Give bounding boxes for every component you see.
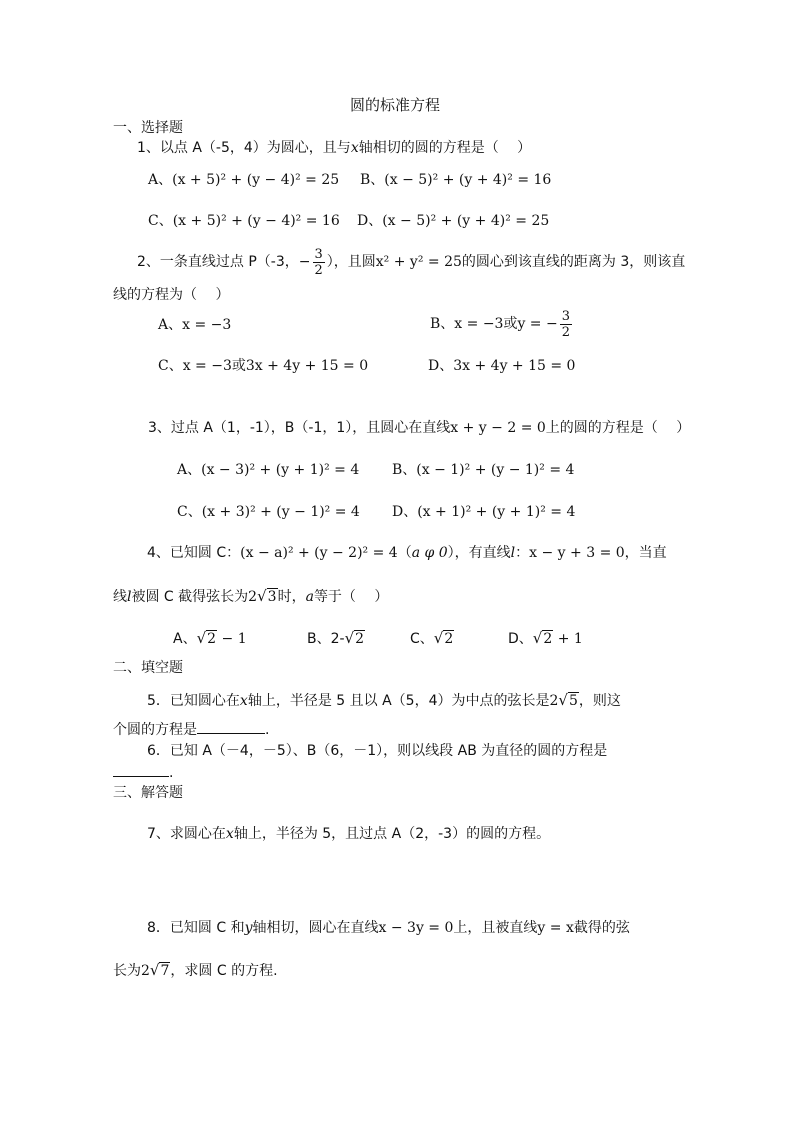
question-2-option-c[interactable]: C、x = −3或3x + 4y + 15 = 0 — [158, 358, 369, 374]
question-4-stem-line2: 线l被圆 C 截得弦长为2√3时，a等于（ ） — [113, 587, 389, 605]
question-1-stem: 1、以点 A（-5，4）为圆心，且与x轴相切的圆的方程是（ ） — [137, 140, 532, 156]
answer-blank-5[interactable] — [197, 719, 265, 734]
question-8-stem: 8．已知圆 C 和y轴相切，圆心在直线x − 3y = 0上，且被直线y = x截得的弦 — [147, 920, 630, 936]
question-6-stem: 6．已知 A（－4，－5）、B（6，－1），则以线段 AB 为直径的圆的方程是 — [147, 743, 608, 759]
question-3-option-d[interactable]: D、(x + 1)² + (y + 1)² = 4 — [392, 504, 576, 520]
question-4-option-d[interactable]: D、√2 + 1 — [508, 629, 583, 647]
question-1-option-b[interactable]: B、(x − 5)² + (y + 4)² = 16 — [360, 172, 552, 188]
question-3-stem: 3、过点 A（1，-1），B（-1，1），且圆心在直线x + y − 2 = 0上的圆的方程是（ ） — [148, 420, 691, 436]
question-2-option-b[interactable]: B、x = −3或y = − $\frac{3}{2}$ — [430, 308, 571, 340]
section-heading-fill: 二、填空题 — [113, 660, 183, 676]
section-heading-solve: 三、解答题 — [113, 785, 183, 801]
question-5-stem-line2: 个圆的方程是 . — [113, 719, 269, 740]
question-4-stem: 4、已知圆 C：(x − a)² + (y − 2)² = 4（a φ 0），有直线l：x − y + 3 = 0，当直 — [147, 545, 667, 561]
question-3-option-b[interactable]: B、(x − 1)² + (y − 1)² = 4 — [392, 462, 575, 478]
question-3-option-c[interactable]: C、(x + 3)² + (y − 1)² = 4 — [177, 504, 360, 520]
question-2-option-a[interactable]: A、x = −3 — [158, 317, 232, 333]
question-1-option-d[interactable]: D、(x − 5)² + (y + 4)² = 25 — [357, 213, 550, 229]
question-1-option-c[interactable]: C、(x + 5)² + (y − 4)² = 16 — [148, 213, 340, 229]
fraction-three-halves: $\frac{3}{2}$ — [314, 246, 323, 278]
question-2-stem: 2、一条直线过点 P（-3，− $\frac{3}{2}$ ），且圆x² + y² = 25的圆心到该直线的距离为 3，则该直 — [137, 246, 686, 278]
question-6-stem-line2: . — [113, 762, 173, 783]
question-4-option-a[interactable]: A、√2 − 1 — [173, 629, 247, 647]
answer-blank-6[interactable] — [113, 762, 169, 777]
question-8-stem-line2: 长为2√7，求圆 C 的方程. — [113, 961, 278, 979]
question-2-stem-line2: 线的方程为（ ） — [113, 287, 230, 303]
section-heading-choice: 一、选择题 — [113, 120, 183, 136]
question-5-stem: 5．已知圆心在x轴上，半径是 5 且以 A（5，4）为中点的弦长是2√5，则这 — [147, 691, 621, 709]
question-2-option-d[interactable]: D、3x + 4y + 15 = 0 — [428, 358, 576, 374]
question-1-option-a[interactable]: A、(x + 5)² + (y − 4)² = 25 — [148, 172, 340, 188]
question-3-option-a[interactable]: A、(x − 3)² + (y + 1)² = 4 — [177, 462, 360, 478]
question-7-stem: 7、求圆心在x轴上，半径为 5，且过点 A（2，-3）的圆的方程。 — [147, 826, 551, 842]
question-4-option-c[interactable]: C、√2 — [410, 629, 454, 647]
question-4-option-b[interactable]: B、2-√2 — [307, 629, 365, 647]
page-title: 圆的标准方程 — [350, 96, 441, 114]
